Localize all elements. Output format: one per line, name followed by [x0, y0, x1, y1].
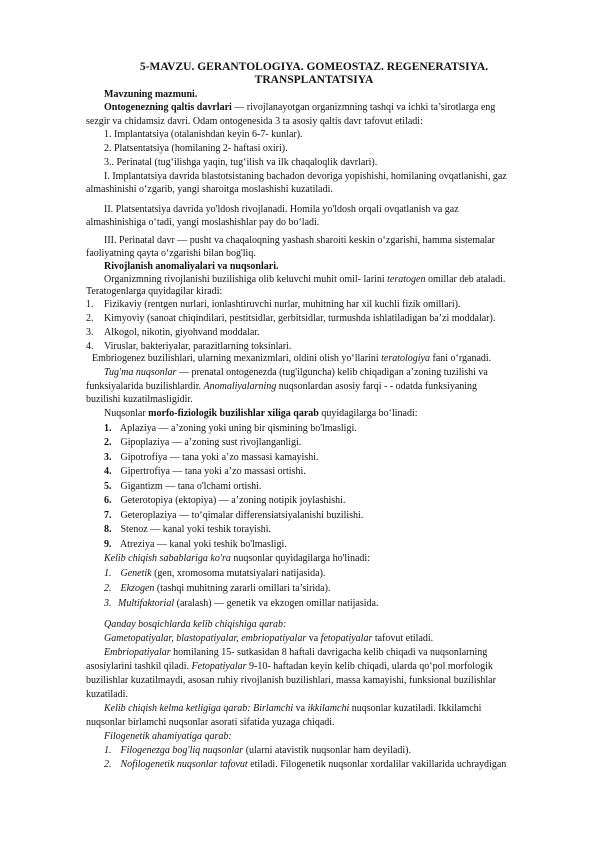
list-item: III. Perinatal davr — pusht va chaqaloqning yashash sharoiti keskin o‘zgarishi, hamma sistemalar	[104, 235, 496, 246]
list-item: II. Platsentatsiya davrida yo'ldosh rivojlanadi. Homila yo'ldosh orqali ovqatlanish va gaz	[104, 204, 459, 215]
term: Gametopatiyalar, blastopatiyalar, embriopatiyalar	[104, 633, 307, 644]
term: Ontogenezning qaltis davrlari	[104, 102, 232, 113]
list-item	[104, 568, 542, 580]
term: Ekzogen	[120, 583, 155, 594]
paragraph-line: kuzatiladi.	[86, 689, 128, 700]
text: Nuqsonlar	[104, 408, 149, 419]
list-item	[104, 437, 542, 449]
text: — prenatal ontogenezda (tug'ilguncha) kelib chiqadigan a’zoning tuzilishi va	[176, 367, 488, 378]
list-item	[104, 745, 542, 757]
paragraph-line: almashinishiga o‘tadi, yangi moslashishlar pay do bo‘ladi.	[86, 217, 320, 228]
list-number: 9.	[104, 539, 112, 550]
list-number: 3.	[104, 598, 112, 609]
text: — rivojlanayotgan organizmning tashqi va ichki ta’sirotlarga eng	[231, 102, 496, 113]
list-number: 2.	[86, 313, 94, 324]
list-text: Aplaziya — a’zoning yoki uning bir qismining bo'lmasligi.	[119, 423, 357, 434]
paragraph-line: Filogenetik ahamiyatiga qarab:	[104, 731, 232, 742]
paragraph-line: faoliyatning qayta o‘zgarishi bilan bog'liq.	[86, 248, 256, 259]
list-item	[104, 510, 542, 522]
list-number: 2.	[104, 583, 112, 594]
list-text: Kimyoviy (sanoat chiqindilari, pestitsidlar, gerbitsidlar, turmushda ishlatiladigan ba’zi moddalar).	[104, 313, 496, 324]
list-item	[104, 524, 542, 536]
list-number: 4.	[104, 466, 112, 477]
paragraph-line	[104, 408, 542, 420]
term: Embriopatiyalar	[104, 647, 171, 658]
list-number: 1.	[86, 299, 94, 310]
paragraph-line	[86, 381, 542, 393]
list-item: 1. Implantatsiya (otalanishdan keyin 6-7- kunlar).	[104, 129, 303, 140]
list-text: Atreziya — kanal yoki teshik bo'lmasligi.	[119, 539, 287, 550]
term: Tug'ma nuqsonlar	[104, 367, 177, 378]
list-number: 3.	[104, 452, 112, 463]
text: fani o‘rganadi.	[430, 353, 492, 364]
paragraph-line: almashinishi o‘zgarib, yangi sharoitga moslashishi kuzatiladi.	[86, 184, 333, 195]
section-heading-anomalies: Rivojlanish anomaliyalari va nuqsonlari.	[104, 261, 279, 272]
list-text: (aralash) — genetik va ekzogen omillar natijasida.	[174, 598, 379, 609]
list-number: 1.	[104, 745, 112, 756]
list-text: Gipoplaziya — a’zoning sust rivojlanganligi.	[120, 437, 302, 448]
paragraph-line	[104, 633, 542, 645]
list-number: 8.	[104, 524, 112, 535]
paragraph-line	[104, 102, 542, 114]
text: homilaning 15- sutkasidan 8 haftali davrigacha kelib chiqadi va nuqsonlarning	[170, 647, 488, 658]
text: nuqsonlar kuzatiladi. Ikkilamchi	[349, 703, 482, 714]
text: tafovut etiladi.	[372, 633, 434, 644]
list-item	[104, 466, 542, 478]
list-item	[86, 327, 542, 339]
list-item: I. Implantatsiya davrida blastotsistaning bachadon devoriga yopishishi, homilaning ovqatlanishi, gaz	[104, 171, 507, 182]
list-number: 6.	[104, 495, 112, 506]
term: Anomaliyalarning	[203, 381, 277, 392]
paragraph-line: buzilishi kuzatilmasligidir.	[86, 394, 193, 405]
list-text: (gen, xromosoma mutatsiyalari natijasida).	[151, 568, 326, 579]
term: Nofilogenetik nuqsonlar tafovut	[120, 759, 248, 770]
list-number: 7.	[104, 510, 112, 521]
list-item	[104, 452, 542, 464]
list-item: 3.. Perinatal (tug‘ilishga yaqin, tug‘ilish va ilk chaqaloqlik davrlari).	[104, 157, 378, 168]
list-text: etiladi. Filogenetik nuqsonlar xordalilar vakillarida uchraydigan	[247, 759, 507, 770]
list-text: (tashqi muhitning zararli omillari ta’sirida).	[154, 583, 331, 594]
list-number: 1.	[104, 423, 112, 434]
list-item	[104, 481, 542, 493]
list-item	[86, 299, 542, 311]
page-title: 5-MAVZU. GERANTOLOGIYA. GOMEOSTAZ. REGENERATSIYA.	[139, 61, 489, 73]
list-number: 1.	[104, 568, 112, 579]
term: teratogen	[387, 274, 426, 285]
paragraph-line: Teratogenlarga quyidagilar kiradi:	[86, 286, 223, 297]
text: asosiylarini tashkil qiladi.	[86, 661, 192, 672]
text: quyidagilarga bo‘linadi:	[318, 408, 418, 419]
section-heading-content: Mavzuning mazmuni.	[104, 89, 198, 100]
list-item	[104, 423, 542, 435]
paragraph-line: Qanday bosqichlarda kelib chiqishiga qarab:	[104, 619, 287, 630]
list-item	[104, 598, 542, 610]
list-text: Fizikaviy (rentgen nurlari, ionlashtiruvchi nurlar, muhitning har xil kuchli fizik omillari).	[104, 299, 461, 310]
list-number: 2.	[104, 437, 112, 448]
text: va	[293, 703, 308, 714]
list-text: Geterotopiya (ektopiya) — a’zoning notipik joylashishi.	[120, 495, 346, 506]
list-text: Gigantizm — tana o'lchami ortishi.	[120, 481, 262, 492]
paragraph-line: sezgir va chidamsiz davri. Odam ontogenesida 3 ta asosiy qaltis davr tafovut etiladi:	[86, 116, 423, 127]
list-item	[104, 759, 542, 771]
paragraph-line	[104, 703, 542, 715]
paragraph-line	[104, 553, 542, 565]
text: nuqsonlardan asosiy farqi - - odatda funksiyaning	[276, 381, 478, 392]
list-text: Geteroplaziya — to‘qimalar differensiatsiyalanishi buzilishi.	[120, 510, 364, 521]
list-number: 4.	[86, 341, 94, 352]
list-text: Viruslar, bakteriyalar, parazitlarning toksinlari.	[104, 341, 292, 352]
paragraph-line	[86, 661, 542, 673]
term: fetopatiyalar	[320, 633, 373, 644]
list-number: 5.	[104, 481, 112, 492]
text: nuqsonlar quyidagilarga ho'linadi:	[230, 553, 370, 564]
list-text: Gipotrofiya — tana yoki a’zo massasi kamayishi.	[120, 452, 319, 463]
term: teratologiya	[381, 353, 430, 364]
term: morfo-fiziologik buzilishlar xiliga qarab	[148, 408, 319, 419]
paragraph-line: nuqsonlar birlamchi nuqsonlar asorati sifatida yuzaga chiqadi.	[86, 717, 335, 728]
list-item	[104, 539, 542, 551]
list-text: Alkogol, nikotin, giyohvand moddalar.	[104, 327, 260, 338]
list-text: (ularni atavistik nuqsonlar ham deyiladi).	[243, 745, 411, 756]
list-number: 2.	[104, 759, 112, 770]
paragraph-line	[104, 647, 542, 659]
text: va	[306, 633, 321, 644]
text: omillar deb ataladi.	[425, 274, 506, 285]
term: ikkilamchi	[307, 703, 350, 714]
text: Organizmning rivojlanishi buzilishiga olib keluvchi muhit omil- larini	[104, 274, 388, 285]
list-number: 3.	[86, 327, 94, 338]
term: Multifaktorial	[118, 598, 175, 609]
list-item	[86, 313, 542, 325]
term: Kelib chiqish kelma ketligiga qarab: Birlamchi	[104, 703, 294, 714]
term: Fetopatiyalar	[191, 661, 247, 672]
list-item	[104, 583, 542, 595]
list-text: Stenoz — kanal yoki teshik torayishi.	[120, 524, 272, 535]
paragraph-line	[92, 353, 548, 365]
list-item	[86, 341, 542, 353]
paragraph-line: buzilishlar kuzatilmaydi, asosan ruhiy rivojlanish buzilishlari, massa kamayishi, funksional buzilishlar	[86, 675, 496, 686]
term: Kelib chiqish sabablariga ko'ra	[104, 553, 231, 564]
text: Embriogenez buzilishlari, ularning mexanizmlari, oldini olish yo‘llarini	[92, 353, 382, 364]
list-item: 2. Platsentatsiya (homilaning 2- haftasi oxiri).	[104, 143, 288, 154]
paragraph-line	[104, 367, 542, 379]
term: Filogenezga bog'liq nuqsonlar	[120, 745, 244, 756]
text: 9-10- haftadan keyin kelib chiqadi, ularda qo‘pol morfologik	[246, 661, 493, 672]
page-title-line2: TRANSPLANTATSIYA	[254, 74, 374, 86]
list-text: Gipertrofiya — tana yoki a’zo massasi ortishi.	[120, 466, 306, 477]
term: Genetik	[120, 568, 152, 579]
paragraph-line	[104, 274, 542, 286]
list-item	[104, 495, 542, 507]
text: funksiyalarida buzilishlardir.	[86, 381, 204, 392]
